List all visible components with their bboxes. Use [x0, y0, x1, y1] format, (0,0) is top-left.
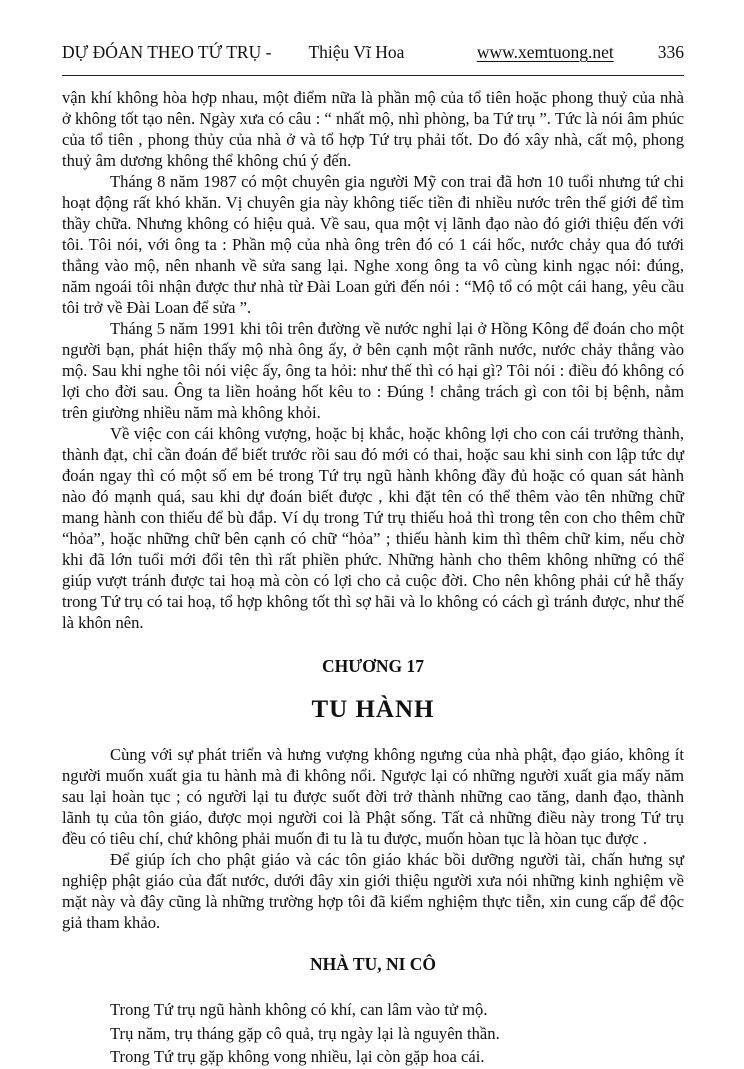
- page-body: [62, 87, 684, 1069]
- body-paragraph: Tháng 5 năm 1991 khi tôi trên đường về nước nghỉ lại ở Hồng Kông để đoán cho một người bạn, phát hiện thấy mộ nhà ông ấy, ở bên cạnh một rãnh nước, nước chảy thẳng vào mộ. Sau khi nghe tôi nói việc ấy, ông ta hỏi: như thế thì có hại gì? Tôi nói : điều đó không có lợi cho đời sau. Ông ta liền hoảng hốt kêu to : Đúng ! chẳng trách gì con tôi bị bệnh, nằm trên giường nhiều năm mà không khỏi.: [62, 319, 684, 422]
- header-divider: [62, 75, 684, 76]
- verse-line: Trong Tứ trụ gặp không vong nhiều, lại còn gặp hoa cái.: [110, 1047, 485, 1066]
- author-name: Thiệu Vĩ Hoa: [308, 42, 405, 62]
- chapter-title: TU HÀNH: [311, 696, 435, 723]
- website-link[interactable]: www.xemtuong.net: [476, 42, 614, 62]
- body-paragraph: Tháng 8 năm 1987 có một chuyên gia người Mỹ con trai đã hơn 10 tuổi nhưng tứ chi hoạt động rất khó khăn. Vị chuyên gia này không tiếc tiền đi nhiều nước trên thế giới để tìm thầy chữa. Nhưng không có hiệu quả. Về sau, qua một vị lãnh đạo nào đó giới thiệu đến với tôi. Tôi nói, với ông ta : Phần mộ của nhà ông trên đó có 1 cái hốc, nước chảy qua đó tưới thẳng vào mộ, nên nhanh về sửa sang lại. Nghe xong ông ta vô cùng kinh ngạc nói: đúng, năm ngoái tôi nhận được thư nhà từ Đài Loan gửi đến nói : “Mộ tổ có một cái hang, yêu cầu tôi trở về Đài Loan để sửa ”.: [62, 172, 684, 317]
- verse-line: Trong Tứ trụ ngũ hành không có khí, can lâm vào tử mộ.: [110, 1000, 488, 1019]
- body-paragraph: Cùng với sự phát triển và hưng vượng không ngưng của nhà phật, đạo giáo, không ít người muốn xuất gia tu hành mà đi không nổi. Ngược lại có những người xuất gia mấy năm sau lại hoàn tục ; có người lại tu được suốt đời trở thành những cao tăng, danh đạo, thành lãnh tụ của tôn giáo, được mọi người coi là Phật sống. Tất cả những điều này trong Tứ trụ đều có tiêu chí, chứ không phải muốn đi tu là tu được, muốn hòan tục là hòan tục được .: [62, 745, 684, 848]
- chapter-label: CHƯƠNG 17: [322, 656, 424, 676]
- page-number: 336: [657, 42, 684, 62]
- section-title: NHÀ TU, NI CÔ: [309, 954, 437, 974]
- body-paragraph: Về việc con cái không vượng, hoặc bị khắc, hoặc không lợi cho con cái trưởng thành, thành đạt, chỉ cần đoán để biết trước rồi sau đó mới có thai, hoặc sau khi sinh con lập tức dự đoán ngay thì có một số em bé trong Tứ trụ ngũ hành không đầy đủ hoặc có quan sát hành nào đó mạnh quá, sau khi dự đoán biết được , khi đặt tên có thể thêm vào tên những chữ mang hành con thiếu để bù đắp. Ví dụ trong Tứ trụ thiếu hoả thì trong tên con cho thêm chữ “hỏa”, hoặc những chữ bên cạnh có chữ “hỏa” ; thiếu hành kim thì thêm chữ kim, nếu chờ khi đã lớn tuổi mới đổi tên thì rất phiền phức. Những hành cho thêm không những có thể giúp vượt tránh được tai hoạ mà còn có lợi cho cả cuộc đời. Cho nên không phải cứ hễ thấy trong Tứ trụ có tai hoạ, tổ hợp không tốt thì sợ hãi và lo không có cách gì tránh được, như thế là khôn nên.: [62, 424, 684, 632]
- body-paragraph: vận khí không hòa hợp nhau, một điểm nữa là phần mộ của tổ tiên hoặc phong thuỷ của nhà ở không tốt tạo nên. Ngày xưa có câu : “ nhất mộ, nhì phòng, ba Tứ trụ ”. Tức là nói âm phúc của tổ tiên , phong thủy của nhà ở và tổ hợp Tứ trụ phải tốt. Do đó xây nhà, cất mộ, phong thuỷ âm dương không thể không chú ý đến.: [62, 88, 684, 170]
- book-title: DỰ ĐÓAN THEO TỨ TRỤ -: [62, 42, 272, 62]
- body-paragraph: Để giúp ích cho phật giáo và các tôn giáo khác bồi dưỡng người tài, chấn hưng sự nghiệp phật giáo của đất nước, dưới đây xin giới thiệu người xưa nói những kinh nghiệm về mặt này và đây cũng là những trường hợp tôi đã kiểm nghiệm thực tiễn, xin cung cấp để độc giả tham khảo.: [62, 850, 684, 932]
- page-header: [62, 42, 684, 63]
- verse-line: Trụ năm, trụ tháng gặp cô quả, trụ ngày lại là nguyên thần.: [110, 1023, 500, 1043]
